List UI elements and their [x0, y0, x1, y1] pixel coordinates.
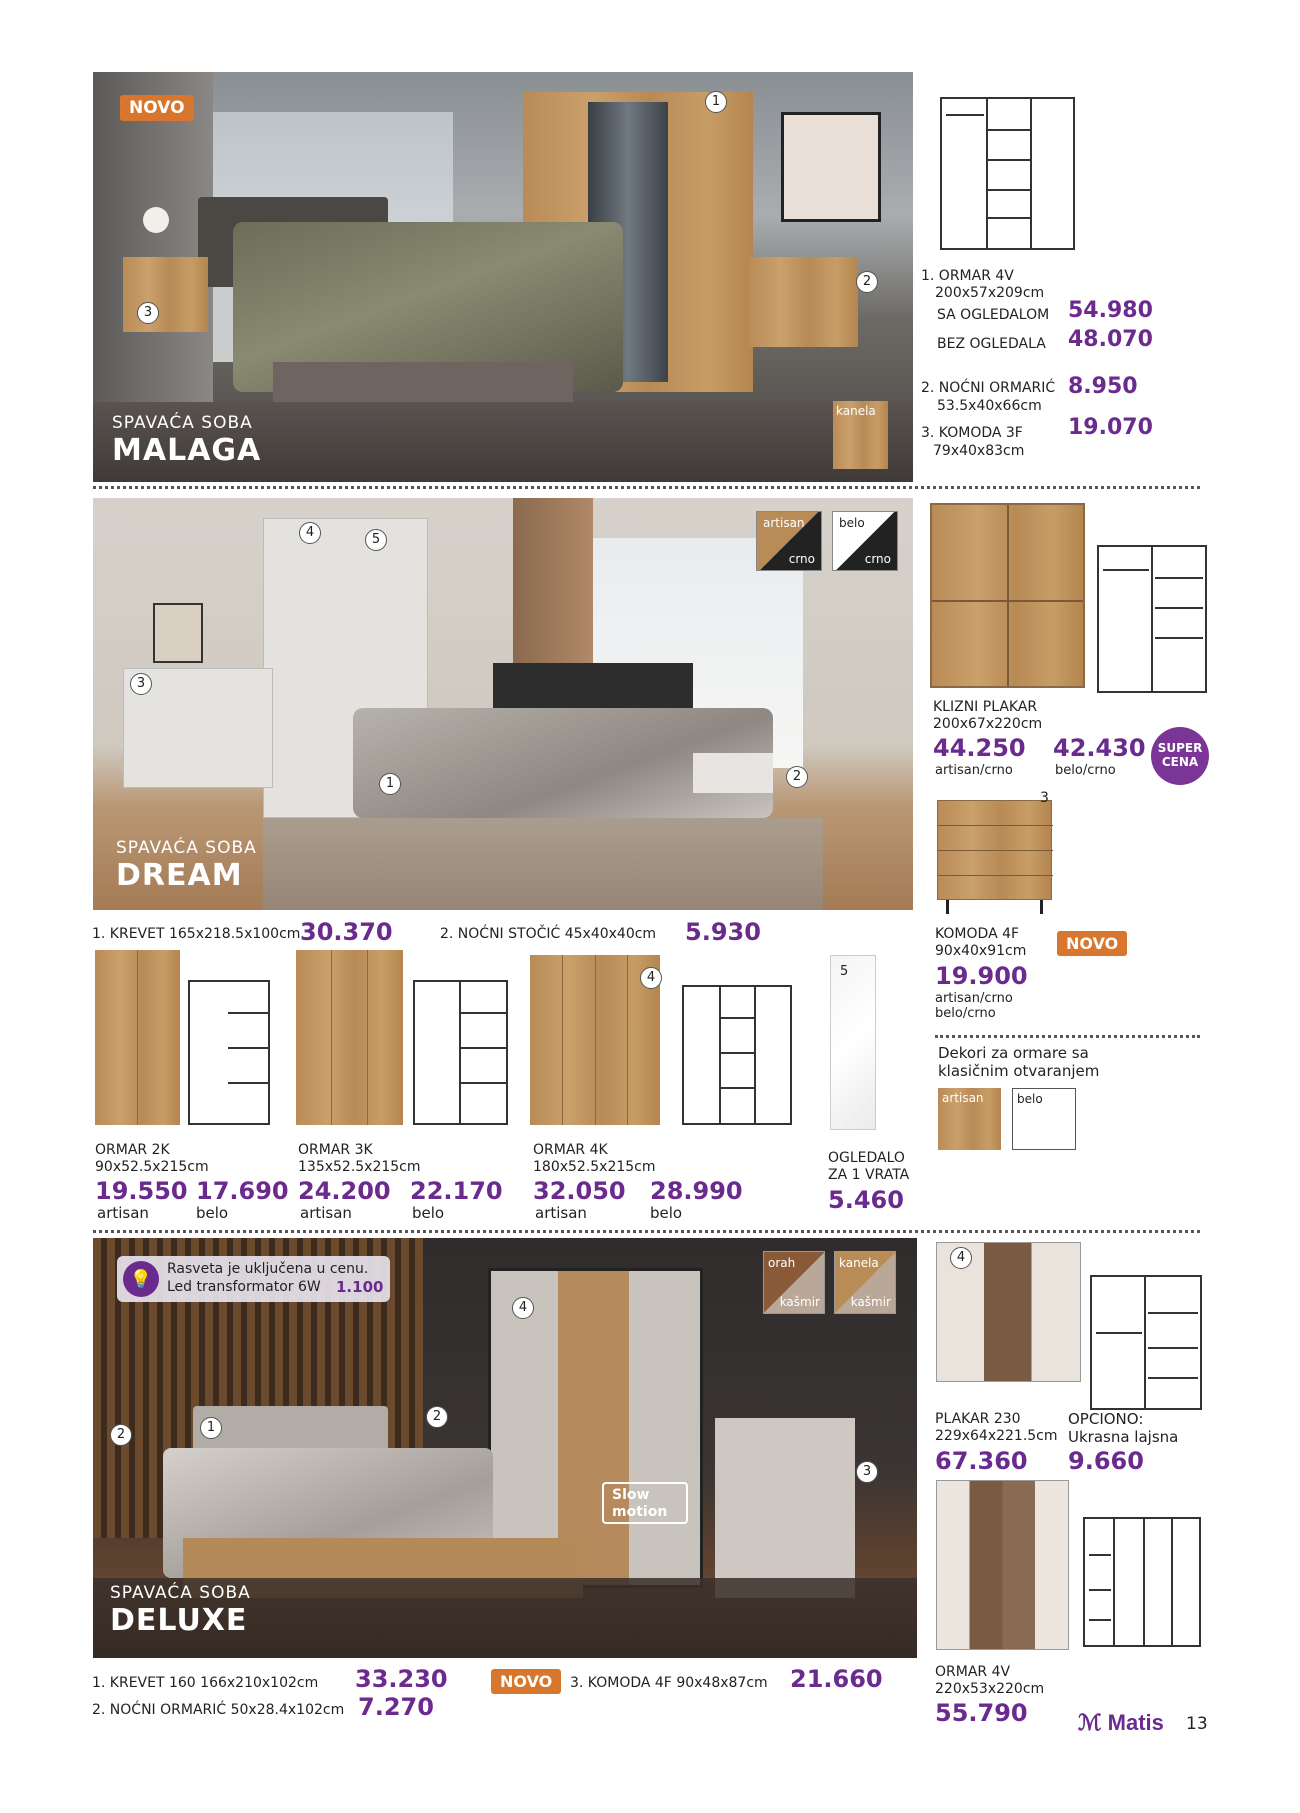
malaga-item-2-dims: 53.5x40x66cm — [937, 398, 1042, 414]
ormar-4k-label-belo: belo — [650, 1204, 683, 1222]
malaga-item-2-price: 8.950 — [1068, 374, 1138, 399]
deluxe-nocni-name: 2. NOĆNI ORMARIĆ 50x28.4x102cm — [92, 1702, 345, 1718]
deluxe-krevet-name: 1. KREVET 160 166x210x102cm — [92, 1675, 319, 1691]
dekor-artisan-label: artisan — [942, 1091, 984, 1105]
ormar-2k-dims: 90x52.5x215cm — [95, 1159, 209, 1175]
marker-3: 3 — [137, 302, 159, 324]
dream-nocni-name: 2. NOĆNI STOČIĆ 45x40x40cm — [440, 926, 657, 942]
ormar-3k-drawing — [413, 980, 508, 1125]
novo-badge: NOVO — [491, 1669, 561, 1694]
marker-4: 4 — [299, 522, 321, 544]
ormar-3k-label-belo: belo — [412, 1204, 445, 1222]
kanela-swatch — [833, 401, 888, 469]
ogledalo-price: 5.460 — [828, 1186, 904, 1214]
ormar-4k-drawing — [682, 985, 792, 1125]
ogledalo-photo — [830, 955, 876, 1130]
light-note-line-2: Led transformator 6W — [167, 1279, 321, 1295]
klizni-plakar-label-artisan: artisan/crno — [935, 763, 1013, 778]
ormar-4v-drawing — [940, 97, 1075, 250]
swatch-kasmir-2-label: kašmir — [850, 1295, 891, 1309]
marker-4: 4 — [640, 967, 662, 989]
klizni-plakar-label-belo: belo/crno — [1055, 763, 1116, 778]
swatch-kasmir-label: kašmir — [779, 1295, 820, 1309]
malaga-item-3-dims: 79x40x83cm — [933, 443, 1025, 459]
ormar-3k-price-artisan: 24.200 — [298, 1177, 391, 1205]
ormar-2k-drawing — [188, 980, 270, 1125]
dream-krevet-price: 30.370 — [300, 918, 393, 946]
ormar-2k-price-artisan: 19.550 — [95, 1177, 188, 1205]
opciono-price: 9.660 — [1068, 1447, 1144, 1475]
opciono-label: OPCIONO: — [1068, 1410, 1144, 1428]
matis-m-icon: ℳ — [1078, 1710, 1102, 1735]
slow-motion-line-1: Slow — [612, 1487, 650, 1503]
dream-title: DREAM — [116, 858, 243, 893]
deluxe-nocni-price: 7.270 — [358, 1693, 434, 1721]
slow-motion-line-2: motion — [612, 1504, 668, 1520]
marker-4: 4 — [512, 1297, 534, 1319]
marker-2: 2 — [856, 271, 878, 293]
plakar-230-price: 67.360 — [935, 1447, 1028, 1475]
dekori-text-2: klasičnim otvaranjem — [938, 1062, 1100, 1080]
novo-badge: NOVO — [120, 95, 194, 121]
malaga-item-3-price: 19.070 — [1068, 415, 1153, 440]
ormar-3k-dims: 135x52.5x215cm — [298, 1159, 421, 1175]
klizni-plakar-price-belo: 42.430 — [1053, 734, 1146, 762]
malaga-subtitle: SPAVAĆA SOBA — [112, 413, 253, 433]
ormar-2k-name: ORMAR 2K — [95, 1142, 170, 1158]
dekor-belo-label: belo — [1017, 1092, 1043, 1106]
ormar-4k-name: ORMAR 4K — [533, 1142, 608, 1158]
malaga-title: MALAGA — [112, 433, 262, 468]
super-cena-line1: SUPER — [1157, 741, 1203, 755]
klizni-plakar-photo — [930, 503, 1085, 688]
dream-nocni-price: 5.930 — [685, 918, 761, 946]
super-cena-badge — [1151, 727, 1209, 785]
ormar-3k-name: ORMAR 3K — [298, 1142, 373, 1158]
kanela-kasmir-swatch — [834, 1251, 896, 1314]
dekor-belo-swatch — [1012, 1088, 1076, 1150]
opciono-desc: Ukrasna lajsna — [1068, 1428, 1179, 1446]
malaga-price-mirror: 54.980 — [1068, 298, 1153, 323]
light-note-price: 1.100 — [336, 1278, 384, 1296]
komoda-4f-photo — [937, 800, 1052, 900]
ormar-2k-label-artisan: artisan — [97, 1204, 149, 1222]
ormar-4v-deluxe-price: 55.790 — [935, 1699, 1028, 1727]
komoda-marker: 3 — [1040, 790, 1049, 806]
marker-3: 3 — [130, 673, 152, 695]
ormar-4v-deluxe-dims: 220x53x220cm — [935, 1681, 1045, 1697]
deluxe-title: DELUXE — [110, 1603, 248, 1638]
marker-5: 5 — [840, 964, 849, 979]
malaga-variant-mirror: SA OGLEDALOM — [937, 307, 1050, 323]
novo-badge: NOVO — [1057, 931, 1127, 956]
divider-dekori — [935, 1035, 1200, 1038]
deluxe-subtitle: SPAVAĆA SOBA — [110, 1583, 251, 1603]
ormar-4v-deluxe-photo — [936, 1480, 1069, 1650]
marker-1: 1 — [379, 773, 401, 795]
ormar-4k-price-artisan: 32.050 — [533, 1177, 626, 1205]
slow-motion-badge — [602, 1482, 688, 1524]
matis-logo — [1078, 1710, 1164, 1736]
ormar-4k-price-belo: 28.990 — [650, 1177, 743, 1205]
artisan-crno-swatch — [756, 511, 822, 571]
orah-kasmir-swatch — [763, 1251, 825, 1314]
swatch-orah-label: orah — [768, 1256, 796, 1270]
ormar-2k-photo — [95, 950, 180, 1125]
deluxe-komoda-name: 3. KOMODA 4F 90x48x87cm — [570, 1675, 768, 1691]
marker-1: 1 — [705, 91, 727, 113]
dekori-text-1: Dekori za ormare sa — [938, 1044, 1089, 1062]
malaga-price-nomirror: 48.070 — [1068, 327, 1153, 352]
ormar-3k-photo — [296, 950, 403, 1125]
swatch-belo-label: belo — [839, 516, 865, 530]
komoda-4f-color-2: belo/crno — [935, 1006, 996, 1021]
swatch-crno-label: crno — [788, 552, 815, 566]
swatch-artisan-label: artisan — [763, 516, 805, 530]
plakar-230-drawing — [1090, 1275, 1202, 1410]
ogledalo-line-2: ZA 1 VRATA — [828, 1167, 910, 1183]
malaga-item-1-dims: 200x57x209cm — [935, 285, 1045, 301]
klizni-plakar-price-artisan: 44.250 — [933, 734, 1026, 762]
ormar-4v-deluxe-drawing — [1083, 1517, 1201, 1647]
swatch-kanela-label: kanela — [839, 1256, 879, 1270]
dekor-artisan-swatch — [938, 1088, 1001, 1150]
lightbulb-icon: 💡 — [123, 1261, 159, 1297]
divider-1 — [93, 486, 1200, 489]
ormar-4v-deluxe-name: ORMAR 4V — [935, 1664, 1011, 1680]
marker-2-left: 2 — [110, 1424, 132, 1446]
swatch-crno-2-label: crno — [864, 552, 891, 566]
klizni-plakar-drawing — [1097, 545, 1207, 693]
ormar-2k-price-belo: 17.690 — [196, 1177, 289, 1205]
marker-3: 3 — [856, 1461, 878, 1483]
klizni-plakar-name: KLIZNI PLAKAR — [933, 699, 1038, 715]
divider-2 — [93, 1230, 1200, 1233]
marker-1: 1 — [200, 1417, 222, 1439]
marker-5: 5 — [365, 529, 387, 551]
ormar-4k-dims: 180x52.5x215cm — [533, 1159, 656, 1175]
ormar-2k-label-belo: belo — [196, 1204, 229, 1222]
marker-4-plakar: 4 — [950, 1247, 972, 1269]
komoda-4f-price: 19.900 — [935, 962, 1028, 990]
marker-2: 2 — [786, 766, 808, 788]
plakar-230-dims: 229x64x221.5cm — [935, 1428, 1058, 1444]
malaga-item-2-name: 2. NOĆNI ORMARIĆ — [921, 380, 1056, 396]
dream-krevet-name: 1. KREVET 165x218.5x100cm — [92, 926, 301, 942]
light-note-box — [117, 1256, 390, 1302]
malaga-item-3-name: 3. KOMODA 3F — [921, 425, 1023, 441]
plakar-230-name: PLAKAR 230 — [935, 1411, 1021, 1427]
komoda-4f-dims: 90x40x91cm — [935, 943, 1027, 959]
klizni-plakar-dims: 200x67x220cm — [933, 716, 1043, 732]
komoda-4f-color-1: artisan/crno — [935, 991, 1013, 1006]
malaga-variant-nomirror: BEZ OGLEDALA — [937, 336, 1046, 352]
matis-brand: Matis — [1107, 1710, 1164, 1735]
ormar-4k-label-artisan: artisan — [535, 1204, 587, 1222]
deluxe-krevet-price: 33.230 — [355, 1665, 448, 1693]
kanela-swatch-label: kanela — [836, 404, 876, 418]
ormar-3k-price-belo: 22.170 — [410, 1177, 503, 1205]
page-number: 13 — [1186, 1714, 1208, 1734]
komoda-4f-name: KOMODA 4F — [935, 926, 1020, 942]
ogledalo-line-1: OGLEDALO — [828, 1150, 905, 1166]
marker-2-right: 2 — [426, 1406, 448, 1428]
ormar-3k-label-artisan: artisan — [300, 1204, 352, 1222]
belo-crno-swatch — [832, 511, 898, 571]
super-cena-line2: CENA — [1161, 755, 1199, 769]
dream-subtitle: SPAVAĆA SOBA — [116, 838, 257, 858]
malaga-item-1-name: 1. ORMAR 4V — [921, 268, 1014, 284]
deluxe-komoda-price: 21.660 — [790, 1665, 883, 1693]
light-note-line-1: Rasveta je uključena u cenu. — [167, 1261, 369, 1277]
